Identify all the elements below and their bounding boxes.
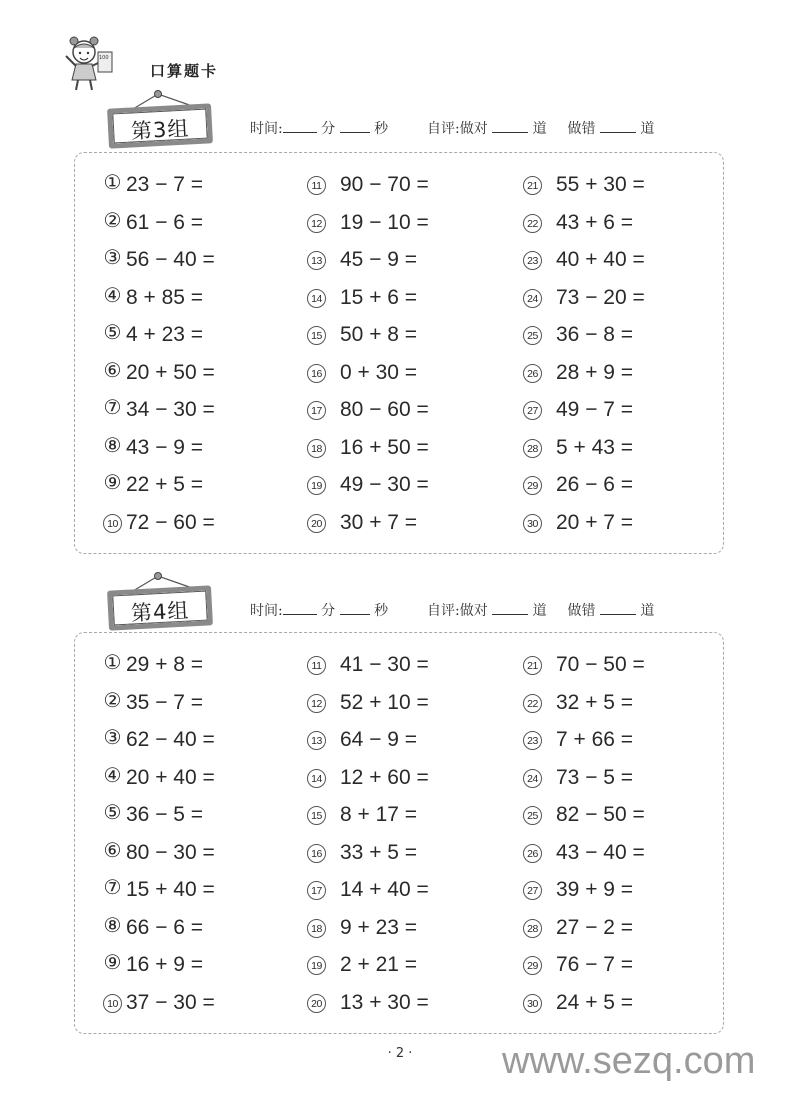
problem-expression: 45 − 9 = — [340, 248, 418, 271]
group-4-meta — [250, 600, 654, 620]
problem-number-badge: ⑥ — [103, 839, 122, 862]
problem-number-badge: 19 — [307, 476, 326, 495]
problem-expression: 62 − 40 = — [126, 728, 215, 751]
minutes-blank[interactable] — [283, 602, 317, 615]
problem-item — [103, 991, 215, 1021]
problem-number-badge: 11 — [307, 656, 326, 675]
problem-item — [307, 286, 417, 316]
problem-item — [307, 173, 429, 203]
problem-number-badge: 16 — [307, 844, 326, 863]
problem-number-badge: ⑤ — [103, 322, 122, 344]
problem-expression: 52 + 10 = — [340, 690, 429, 714]
time-label: 时间: — [250, 121, 283, 137]
problem-item — [103, 691, 203, 721]
problem-expression: 20 + 7 = — [556, 510, 634, 534]
problem-expression: 20 + 40 = — [126, 765, 215, 789]
problem-expression: 56 − 40 = — [126, 248, 215, 271]
seconds-label: 秒 — [374, 121, 389, 137]
group-3-meta — [250, 118, 654, 138]
problem-number-badge: ③ — [103, 247, 122, 269]
seconds-blank[interactable] — [340, 120, 370, 133]
problem-expression: 36 − 8 = — [556, 323, 634, 346]
problem-item — [523, 211, 633, 241]
page-number: · 2 · — [387, 1046, 413, 1061]
problem-item — [103, 398, 215, 428]
problem-item — [523, 511, 633, 541]
problem-expression: 5 + 43 = — [556, 435, 634, 459]
problem-number-badge: 15 — [307, 326, 326, 345]
problem-number-badge: 23 — [523, 251, 542, 270]
self-eval-correct-label: 自评:做对 — [426, 121, 488, 137]
problem-expression: 15 + 40 = — [126, 878, 215, 901]
problem-item — [103, 436, 203, 466]
problem-expression: 61 − 6 = — [126, 210, 204, 234]
problem-item — [307, 878, 429, 908]
problem-expression: 43 − 40 = — [556, 840, 645, 864]
problem-number-badge: ⑤ — [103, 802, 122, 824]
wrong-label: 做错 — [567, 603, 596, 619]
minutes-label: 分 — [321, 121, 336, 137]
problem-expression: 13 + 30 = — [340, 990, 429, 1014]
problem-number-badge: 18 — [307, 439, 326, 458]
problem-item — [523, 248, 645, 278]
problem-expression: 33 + 5 = — [340, 840, 418, 864]
problem-item — [307, 728, 417, 758]
problem-number-badge: 22 — [523, 694, 542, 713]
wrong-unit-label: 道 — [640, 121, 655, 137]
problem-number-badge: 17 — [307, 881, 326, 900]
problem-item — [103, 841, 215, 871]
worksheet-title: 口算题卡 — [150, 62, 219, 80]
correct-count-blank[interactable] — [492, 120, 528, 133]
problem-expression: 43 + 6 = — [556, 210, 634, 234]
problem-expression: 80 − 60 = — [340, 398, 429, 421]
problem-number-badge: 12 — [307, 214, 326, 233]
problem-expression: 29 + 8 = — [126, 653, 204, 676]
problem-expression: 27 − 2 = — [556, 915, 634, 939]
problem-item — [523, 173, 645, 203]
problem-item — [307, 398, 429, 428]
wrong-count-blank[interactable] — [600, 602, 636, 615]
problem-expression: 36 − 5 = — [126, 803, 204, 826]
group-3-label: 第3组 — [130, 116, 190, 144]
problem-expression: 35 − 7 = — [126, 690, 204, 714]
group-3-frame — [107, 103, 213, 148]
page-header — [62, 34, 262, 94]
problem-item — [307, 248, 417, 278]
problem-number-badge: 27 — [523, 881, 542, 900]
problem-number-badge: 27 — [523, 401, 542, 420]
problem-item — [307, 991, 429, 1021]
problem-item — [523, 691, 633, 721]
mascot-girl-icon — [62, 34, 122, 94]
problem-expression: 26 − 6 = — [556, 473, 634, 496]
problem-expression: 80 − 30 = — [126, 840, 215, 864]
problem-number-badge: 20 — [307, 514, 326, 533]
problem-number-badge: ④ — [103, 764, 122, 787]
problem-expression: 15 + 6 = — [340, 285, 418, 309]
problem-item — [523, 473, 633, 503]
problem-number-badge: 30 — [523, 514, 542, 533]
problem-number-badge: 24 — [523, 769, 542, 788]
problem-expression: 14 + 40 = — [340, 878, 429, 901]
problem-item — [523, 953, 633, 983]
problem-expression: 2 + 21 = — [340, 953, 418, 976]
problem-expression: 39 + 9 = — [556, 878, 634, 901]
problem-number-badge: ⑦ — [103, 397, 122, 419]
problem-number-badge: 28 — [523, 439, 542, 458]
problem-item — [103, 953, 203, 983]
problem-number-badge: 24 — [523, 289, 542, 308]
problem-expression: 23 − 7 = — [126, 173, 204, 196]
problem-expression: 66 − 6 = — [126, 915, 204, 939]
problem-item — [103, 916, 203, 946]
problem-number-badge: 10 — [103, 514, 122, 533]
problem-number-badge: ⑥ — [103, 359, 122, 382]
wrong-label: 做错 — [567, 121, 596, 137]
problem-number-badge: ① — [103, 172, 122, 194]
problem-item — [307, 436, 429, 466]
problem-expression: 9 + 23 = — [340, 915, 418, 939]
problem-item — [307, 916, 417, 946]
problem-number-badge: 28 — [523, 919, 542, 938]
problem-item — [523, 286, 645, 316]
problem-number-badge: ② — [103, 209, 122, 232]
problem-expression: 82 − 50 = — [556, 803, 645, 826]
problem-item — [523, 436, 633, 466]
problem-expression: 8 + 17 = — [340, 803, 418, 826]
watermark: www.sezq.com — [502, 1040, 756, 1082]
problem-number-badge: ② — [103, 689, 122, 712]
wrong-count-blank[interactable] — [600, 120, 636, 133]
problem-item — [307, 841, 417, 871]
problem-item — [307, 691, 429, 721]
problem-item — [103, 803, 203, 833]
problem-expression: 16 + 9 = — [126, 953, 204, 976]
problem-number-badge: 19 — [307, 956, 326, 975]
problem-number-badge: 23 — [523, 731, 542, 750]
problem-item — [523, 361, 633, 391]
problem-item — [103, 878, 215, 908]
problem-item — [523, 916, 633, 946]
problem-expression: 4 + 23 = — [126, 323, 204, 346]
problem-number-badge: ⑨ — [103, 952, 122, 974]
group-3-problem-box — [74, 152, 724, 554]
problem-number-badge: ① — [103, 652, 122, 674]
problem-item — [103, 728, 215, 758]
group-4-frame — [107, 585, 213, 630]
problem-expression: 37 − 30 = — [126, 990, 215, 1014]
seconds-label: 秒 — [374, 603, 389, 619]
minutes-label: 分 — [321, 603, 336, 619]
problem-expression: 22 + 5 = — [126, 473, 204, 496]
problem-item — [523, 653, 645, 683]
problem-item — [523, 766, 633, 796]
correct-unit-label: 道 — [532, 121, 547, 137]
problem-expression: 50 + 8 = — [340, 323, 418, 346]
problem-number-badge: 30 — [523, 994, 542, 1013]
problem-item — [523, 803, 645, 833]
problem-item — [307, 361, 417, 391]
problem-number-badge: 11 — [307, 176, 326, 195]
problem-expression: 49 − 7 = — [556, 398, 634, 421]
problem-number-badge: 17 — [307, 401, 326, 420]
problem-number-badge: 12 — [307, 694, 326, 713]
problem-item — [523, 398, 633, 428]
problem-number-badge: 21 — [523, 176, 542, 195]
problem-item — [103, 766, 215, 796]
problem-expression: 20 + 50 = — [126, 360, 215, 384]
problem-item — [103, 211, 203, 241]
problem-item — [103, 473, 203, 503]
problem-number-badge: ⑦ — [103, 877, 122, 899]
problem-number-badge: ⑨ — [103, 472, 122, 494]
problem-expression: 12 + 60 = — [340, 765, 429, 789]
group-4-label: 第4组 — [130, 598, 190, 626]
problem-item — [523, 728, 633, 758]
problem-number-badge: ⑧ — [103, 914, 122, 937]
problem-number-badge: ⑧ — [103, 434, 122, 457]
problem-number-badge: 22 — [523, 214, 542, 233]
problem-item — [307, 211, 429, 241]
problem-item — [103, 653, 203, 683]
correct-count-blank[interactable] — [492, 602, 528, 615]
problem-expression: 64 − 9 = — [340, 728, 418, 751]
problem-number-badge: 26 — [523, 844, 542, 863]
time-label: 时间: — [250, 603, 283, 619]
problem-item — [103, 511, 215, 541]
problem-expression: 70 − 50 = — [556, 653, 645, 676]
problem-expression: 43 − 9 = — [126, 435, 204, 459]
problem-number-badge: 13 — [307, 251, 326, 270]
problem-number-badge: 21 — [523, 656, 542, 675]
problem-number-badge: 18 — [307, 919, 326, 938]
problem-item — [103, 361, 215, 391]
problem-item — [307, 511, 417, 541]
problem-expression: 7 + 66 = — [556, 728, 634, 751]
problem-expression: 8 + 85 = — [126, 285, 204, 309]
problem-number-badge: 14 — [307, 289, 326, 308]
problem-number-badge: ③ — [103, 727, 122, 749]
group-4-problem-box — [74, 632, 724, 1034]
problem-expression: 90 − 70 = — [340, 173, 429, 196]
problem-number-badge: 15 — [307, 806, 326, 825]
problem-expression: 72 − 60 = — [126, 510, 215, 534]
minutes-blank[interactable] — [283, 120, 317, 133]
problem-number-badge: 26 — [523, 364, 542, 383]
problem-number-badge: 25 — [523, 806, 542, 825]
problem-number-badge: ④ — [103, 284, 122, 307]
problem-item — [307, 323, 417, 353]
problem-expression: 76 − 7 = — [556, 953, 634, 976]
problem-item — [307, 653, 429, 683]
problem-expression: 49 − 30 = — [340, 473, 429, 496]
problem-expression: 73 − 20 = — [556, 285, 645, 309]
problem-expression: 32 + 5 = — [556, 690, 634, 714]
problem-number-badge: 29 — [523, 476, 542, 495]
correct-unit-label: 道 — [532, 603, 547, 619]
problem-item — [523, 841, 645, 871]
problem-item — [103, 323, 203, 353]
seconds-blank[interactable] — [340, 602, 370, 615]
problem-item — [307, 953, 417, 983]
problem-item — [103, 286, 203, 316]
problem-expression: 40 + 40 = — [556, 248, 645, 271]
problem-item — [523, 323, 633, 353]
problem-item — [103, 248, 215, 278]
self-eval-correct-label: 自评:做对 — [426, 603, 488, 619]
problem-item — [307, 473, 429, 503]
problem-number-badge: 25 — [523, 326, 542, 345]
problem-number-badge: 20 — [307, 994, 326, 1013]
group-3-sign — [108, 88, 216, 148]
wrong-unit-label: 道 — [640, 603, 655, 619]
problem-expression: 30 + 7 = — [340, 510, 418, 534]
problem-item — [307, 803, 417, 833]
problem-expression: 34 − 30 = — [126, 398, 215, 421]
problem-number-badge: 16 — [307, 364, 326, 383]
problem-number-badge: 29 — [523, 956, 542, 975]
problem-number-badge: 10 — [103, 994, 122, 1013]
problem-number-badge: 13 — [307, 731, 326, 750]
problem-item — [103, 173, 203, 203]
group-4-sign — [108, 570, 216, 630]
problem-item — [307, 766, 429, 796]
problem-number-badge: 14 — [307, 769, 326, 788]
problem-expression: 73 − 5 = — [556, 765, 634, 789]
problem-expression: 41 − 30 = — [340, 653, 429, 676]
problem-expression: 0 + 30 = — [340, 360, 418, 384]
problem-expression: 55 + 30 = — [556, 173, 645, 196]
problem-expression: 19 − 10 = — [340, 210, 429, 234]
problem-expression: 24 + 5 = — [556, 990, 634, 1014]
problem-expression: 28 + 9 = — [556, 360, 634, 384]
problem-item — [523, 991, 633, 1021]
svg-text:100: 100 — [99, 55, 109, 61]
problem-item — [523, 878, 633, 908]
problem-expression: 16 + 50 = — [340, 435, 429, 459]
